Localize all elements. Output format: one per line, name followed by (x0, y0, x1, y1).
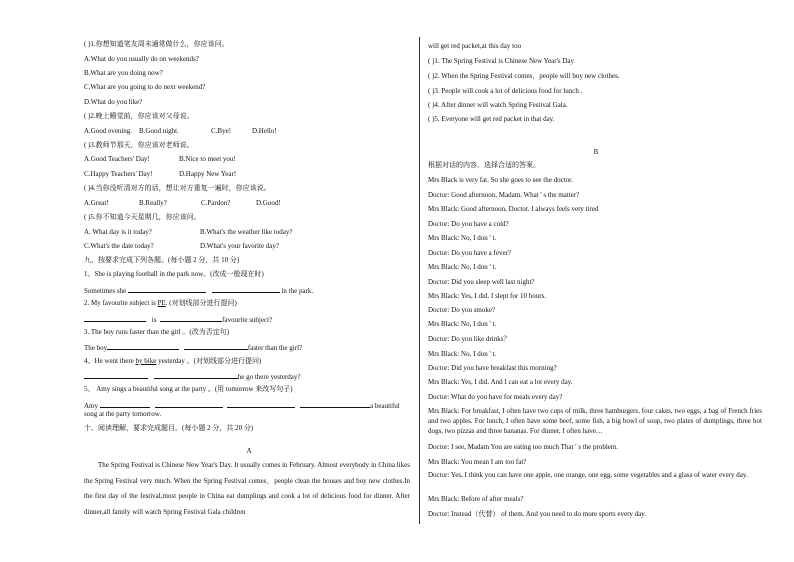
q2-option-d: D.Hello! (252, 127, 277, 135)
dialog-line-19: Mrs Black: You mean I am too fat? (428, 458, 527, 466)
s9-3-blank-2[interactable] (184, 342, 248, 350)
s9-3-prefix: The boy (84, 344, 108, 352)
q5-option-a: A. What day is it today? (84, 228, 152, 236)
s9-5-suffix: a beautiful (370, 402, 400, 410)
dialog-line-6: Doctor: Do you have a fever? (428, 249, 511, 257)
q1-option-a: A.What do you usually do on weekends? (84, 55, 199, 63)
q3-option-c: C.Happy Teachers' Day! (84, 170, 153, 178)
question-5: ( )5.你不知道今天星期几，你应该问。 (84, 213, 201, 221)
s9-4-suffix: he go there yesterday? (237, 373, 301, 381)
passage-b-label: B (593, 148, 599, 156)
s9-2-post: . (对划线部分进行提问) (165, 299, 237, 307)
s9-item-3: 3. The boy runs faster than the girl 。(改为否定句) (84, 328, 230, 336)
q3-option-a: A.Good Teachers' Day! (84, 155, 150, 163)
s9-5-prefix: Amy (84, 402, 98, 410)
s9-item-4-answer (84, 371, 301, 382)
s9-4-blank-2[interactable] (154, 371, 238, 379)
s9-2-suffix: favourite subject? (222, 316, 273, 324)
dialog-line-8: Doctor: Did you sleep well last night? (428, 278, 535, 286)
s9-item-2-answer (84, 314, 272, 325)
q5-option-c: C.What's the date today? (84, 242, 154, 250)
s9-5-blank-2[interactable] (155, 400, 223, 408)
dialog-line-11: Mrs Black: No, I don ' t. (428, 320, 497, 328)
s9-item-1: 1、She is playing football in the park now。(改成一般现在时) (84, 270, 264, 278)
dialog-line-22: Doctor: Instead（代替） of them. And you need to do more sports every day. (428, 510, 647, 518)
section-10-title: 十、阅读理解，要求完成题目。(每小题 2 分，共 20 分) (84, 424, 254, 432)
q4-option-a: A.Great! (84, 199, 109, 207)
passage-b-instruction: 根据对话的内容，选择合适的答案。 (428, 161, 540, 169)
dialog-line-12: Doctor: Do you like drinks？ (428, 335, 511, 343)
dialog-line-18: Doctor: I see, Madam You are eating too much That ' s the problem. (428, 443, 619, 451)
s9-3-blank-1[interactable] (107, 342, 179, 350)
question-3: ( )3.教师节那天，你应该对老师说。 (84, 141, 194, 149)
s9-1-prefix: Sometimes she (84, 287, 127, 295)
dialog-line-14: Doctor: Did you have breakfast this morning? (428, 364, 557, 372)
passage-a-continued: will get red packet,at this day too (428, 42, 522, 50)
tf-item-4: ( )4. After dinner will watch Spring Festival Gala. (428, 101, 568, 109)
q4-option-d: D.Good! (256, 199, 281, 207)
s9-item-1-answer (84, 285, 313, 296)
dialog-line-1: Mrs Black is very fat. So she goes to see the doctor. (428, 176, 573, 184)
q1-option-c: C.What are you going to do next weekend? (84, 83, 206, 91)
dialog-line-7: Mrs Black: No, I don ' t. (428, 263, 497, 271)
s9-2-blank-1[interactable] (84, 314, 146, 322)
s9-item-5: 5、 Amy sings a beautiful song at the party 。(用 tomorrow 来改写句子) (84, 385, 293, 393)
question-1: ( )1.你想知道笔友周末通常做什么，你应该问。 (84, 40, 229, 48)
q2-option-b: B.Good night. (139, 127, 179, 135)
q3-options-ab (84, 155, 236, 164)
s9-item-2 (84, 299, 237, 308)
section-9-title: 九、按要求完成下列各题。(每小题 2 分，共 10 分) (84, 256, 240, 264)
s9-item-3-answer (84, 342, 302, 353)
dialog-line-16: Doctor: What do you have for meals every day? (428, 393, 563, 401)
q2-option-a: A.Good evening. (84, 127, 133, 135)
q4-option-c: C.Pardon? (201, 199, 231, 207)
s9-item-4 (84, 357, 261, 366)
s9-1-suffix: in the park. (281, 287, 314, 295)
q1-option-b: B.What are you doing now? (84, 69, 163, 77)
q5-options-cd (84, 242, 279, 251)
s9-3-suffix: faster than the girl? (247, 344, 303, 352)
s9-2-pre: 2. My favourite subject is (84, 299, 158, 307)
s9-4-pre: 4、He went there (84, 357, 136, 365)
s9-5-blank-1[interactable] (100, 400, 150, 408)
passage-a: The Spring Festival is Chinese New Year's Day. It usually comes in February. Almost everybody in China likes the Spring Festival very much. When the Spring Festival comes，people clean the houses and buy new clothes.In the first day of the festival,most people in China eat dumplings and cook a lot of delicious food for dinner. After dinner,all family will watch Spring Festival Gala children (84, 461, 410, 516)
s9-2-is: is (151, 316, 157, 324)
q4-options (84, 199, 281, 208)
dialog-line-3: Mrs Black: Good afternoon, Doctor. I always feels very tired (428, 205, 599, 213)
s9-5-blank-3[interactable] (227, 400, 295, 408)
tf-item-3: ( )3. People will cook a lot of delicious food for lunch . (428, 87, 583, 95)
dialog-line-9: Mrs Black: Yes, I did. I slept for 10 hours. (428, 292, 547, 300)
dialog-line-15: Mrs Black: Yes, I did. And I can eat a lot every day. (428, 378, 573, 386)
question-4: ( )4.当你没听清对方的话，想让对方重复一遍时，你应该说。 (84, 184, 271, 192)
q2-options (84, 127, 277, 136)
dialog-line-10: Doctor: Do you smoke? (428, 306, 496, 314)
q1-option-d: D.What do you like? (84, 98, 143, 106)
q5-option-b: B.What's the weather like today? (200, 228, 293, 236)
q2-option-c: C.Bye! (211, 127, 232, 135)
column-divider (419, 37, 420, 524)
dialog-line-17: Mrs Black: For breakfast, I often have two cups of milk, three hamburgers, four cakes, two eggs, a bag of French fries and two apples. For lunch, I often have some beef, some fish, a big bowl of soup, two plates of dumplings, three hot dogs, two pizzas and three bananas. For dinner, I often have… (428, 407, 762, 435)
tf-item-5: ( )5. Everyone will get red packet in that day. (428, 115, 555, 123)
dialog-line-21: Mrs Black: Before of after meals? (428, 495, 524, 503)
dialog-line-4: Doctor: Do you have a cold? (428, 220, 509, 228)
s9-4-post: yesterday 。(对划线部分进行提问) (156, 357, 262, 365)
q4-option-b: B.Really? (139, 199, 167, 207)
s9-4-blank-1[interactable] (84, 371, 148, 379)
question-2: ( )2.晚上睡觉前，你应该对父母说。 (84, 112, 194, 120)
dialog-line-5: Mrs Black: No, I don ' t. (428, 234, 497, 242)
q3-option-d: D.Happy New Year! (179, 170, 237, 178)
s9-5-blank-4[interactable] (300, 400, 370, 408)
passage-a-label: A (246, 447, 252, 455)
dialog-line-20: Doctor: Yes, I think you can have one apple, one orange, one egg, some vegetables and a glass of water every day. (428, 471, 748, 479)
s9-item-5-cont: song at the party tomorrow. (84, 410, 162, 418)
q3-options-cd (84, 170, 236, 179)
s9-4-underlined: by bike (135, 357, 157, 365)
q5-options-ab (84, 228, 292, 237)
tf-item-2: ( )2. When the Spring Festival comes，people will buy new clothes. (428, 72, 620, 80)
s9-2-underlined: PE (157, 299, 166, 307)
dialog-line-2: Doctor: Good afternoon, Madam. What ' s the matter? (428, 191, 580, 199)
tf-item-1: ( )1. The Spring Festival is Chinese New Year's Day (428, 57, 574, 65)
s9-1-blank-1[interactable] (128, 285, 206, 293)
q5-option-d: D.What's your favorite day? (200, 242, 280, 250)
dialog-line-13: Mrs Black: No, I don ' t. (428, 350, 497, 358)
s9-2-blank-2[interactable] (160, 314, 222, 322)
q3-option-b: B.Nice to meet you! (179, 155, 236, 163)
s9-1-blank-2[interactable] (212, 285, 280, 293)
